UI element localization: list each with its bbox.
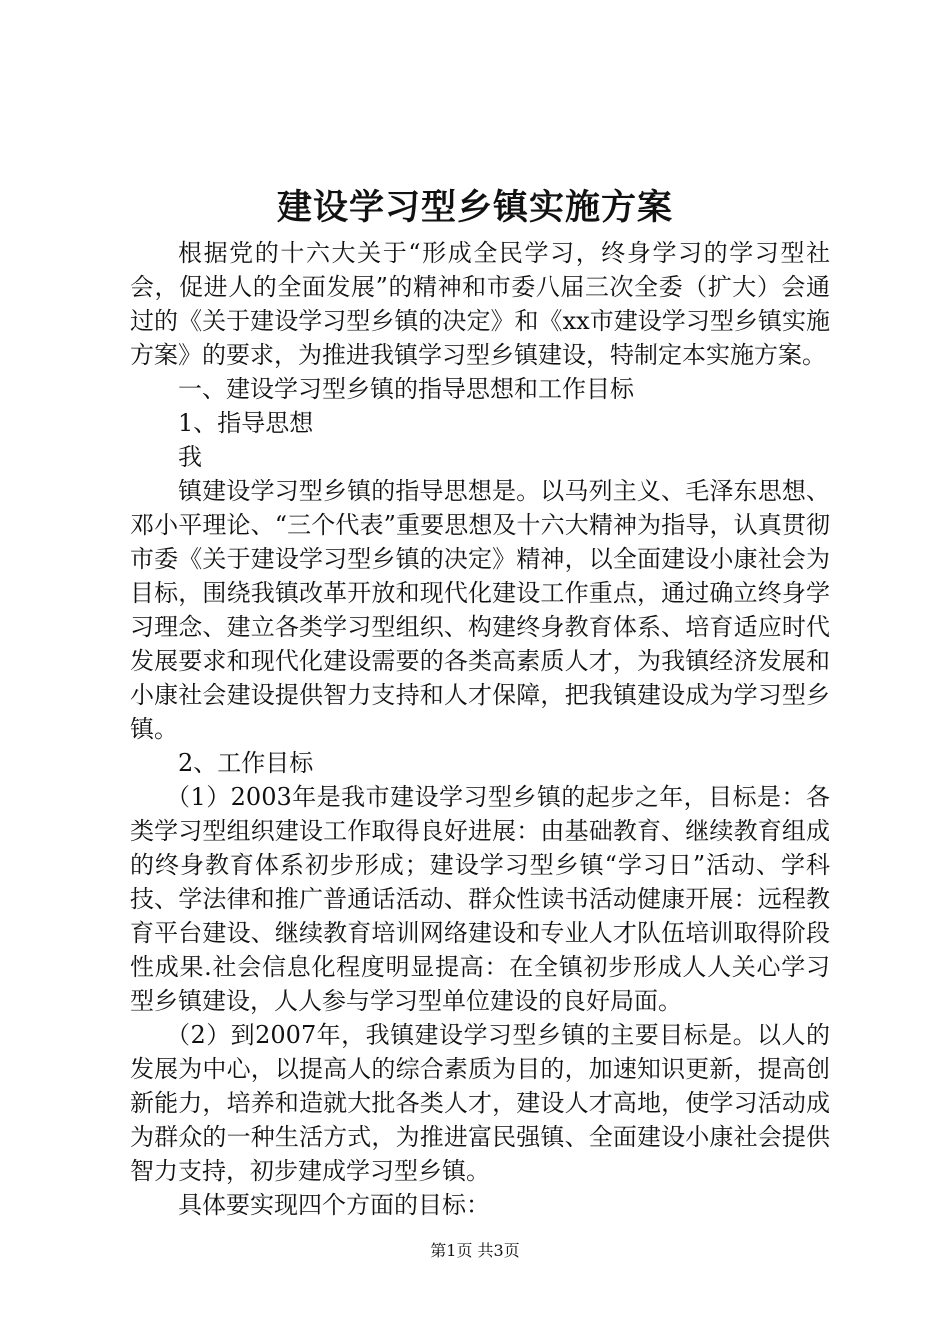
- subsection-heading-work-goals: 2、工作目标: [178, 749, 314, 777]
- subsection-heading-guiding-ideology: 1、指导思想: [178, 409, 314, 437]
- paragraph-fragment: 我: [178, 443, 202, 471]
- page-footer: 第1页 共3页: [430, 1241, 520, 1260]
- four-goals-intro: 具体要实现四个方面的目标：: [178, 1191, 490, 1219]
- goal-2007-paragraph: （2）到2007年，我镇建设学习型乡镇的主要目标是。以人的发展为中心，以提高人的综合素质为目的，加速知识更新，提高创新能力，培养和造就大批各类人才，建设人才高地，使学习活动成为群众的一种生活方式，为推进富民强镇、全面建设小康社会提供智力支持，初步建成学习型乡镇。: [130, 1021, 830, 1185]
- document-title: 建设学习型乡镇实施方案: [276, 187, 673, 228]
- document-body: [130, 236, 830, 1222]
- intro-paragraph: 根据党的十六大关于“形成全民学习，终身学习的学习型社会，促进人的全面发展”的精神和市委八届三次全委（扩大）会通过的《关于建设学习型乡镇的决定》和《xx市建设学习型乡镇实施方案》的要求，为推进我镇学习型乡镇建设，特制定本实施方案。: [130, 239, 830, 369]
- goal-2003-paragraph: （1）2003年是我市建设学习型乡镇的起步之年，目标是：各类学习型组织建设工作取得良好进展：由基础教育、继续教育组成的终身教育体系初步形成；建设学习型乡镇“学习日”活动、学科技、学法律和推广普通话活动、群众性读书活动健康开展：远程教育平台建设、继续教育培训网络建设和专业人才队伍培训取得阶段性成果.社会信息化程度明显提高：在全镇初步形成人人关心学习型乡镇建设，人人参与学习型单位建设的良好局面。: [130, 783, 830, 1015]
- guiding-ideology-paragraph: 镇建设学习型乡镇的指导思想是。以马列主义、毛泽东思想、邓小平理论、“三个代表”重要思想及十六大精神为指导，认真贯彻市委《关于建设学习型乡镇的决定》精神，以全面建设小康社会为目标，围绕我镇改革开放和现代化建设工作重点，通过确立终身学习理念、建立各类学习型组织、构建终身教育体系、培育适应时代发展要求和现代化建设需要的各类高素质人才，为我镇经济发展和小康社会建设提供智力支持和人才保障，把我镇建设成为学习型乡镇。: [130, 477, 830, 743]
- section-heading-1: 一、建设学习型乡镇的指导思想和工作目标: [178, 375, 634, 403]
